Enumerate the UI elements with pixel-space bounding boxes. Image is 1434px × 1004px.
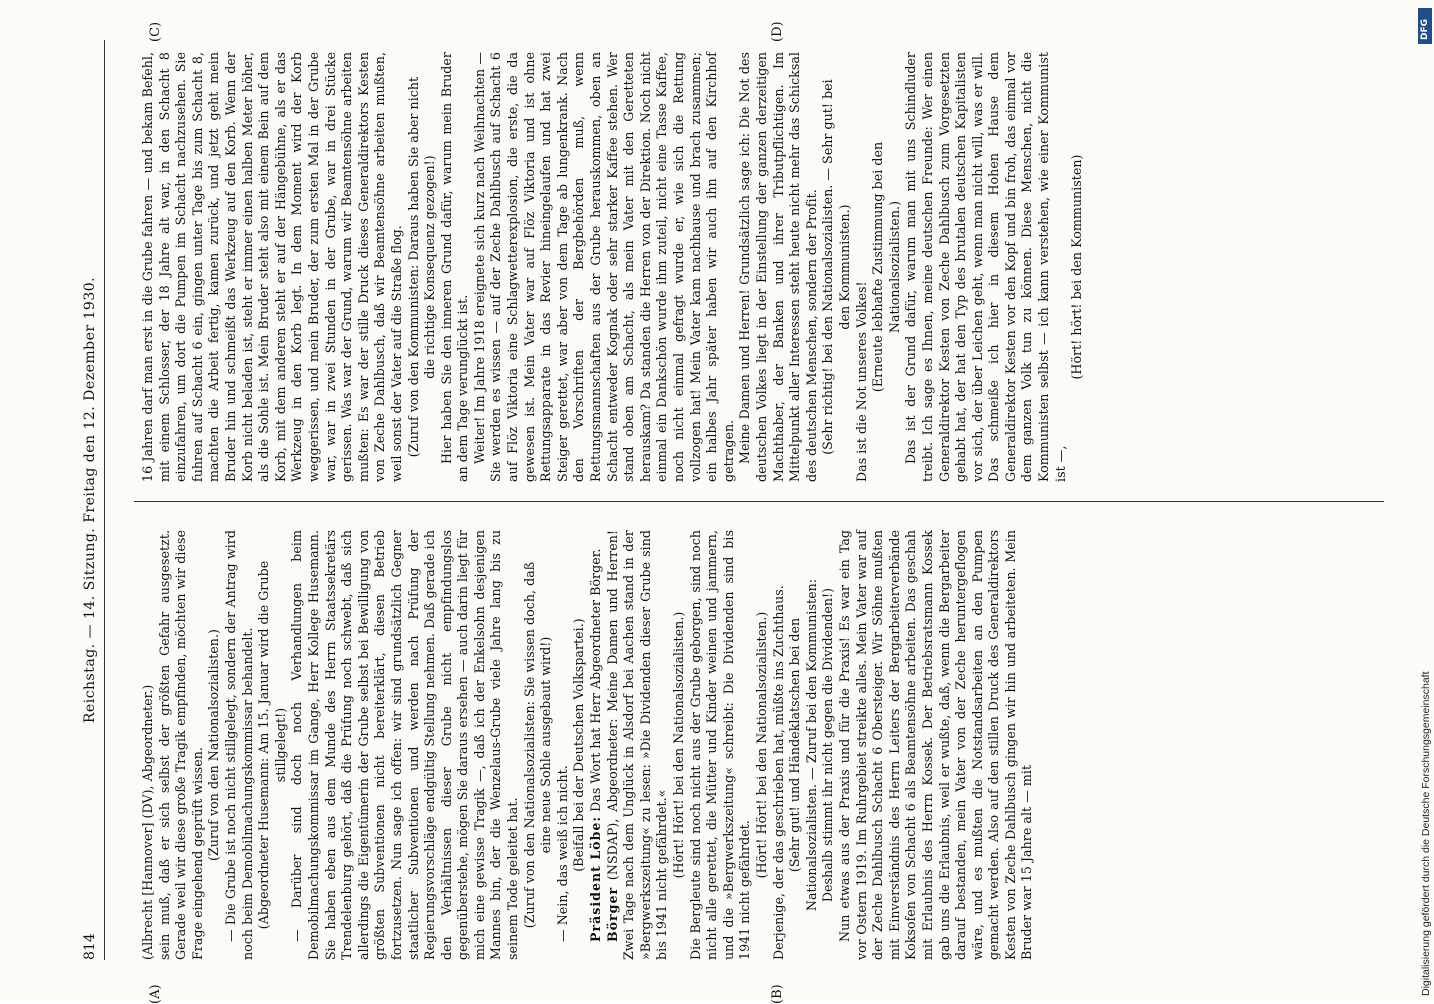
speaker-name: Präsident Löbe: [588, 815, 604, 942]
running-header [76, 40, 106, 960]
interjection: (Hört! hört! bei den Kommunisten) [1069, 154, 1085, 380]
speaker-text: (NSDAP), Abgeordneter: Meine Damen und Herren! Zwei Tage nach dem Unglück in Alsdorf bei Aachen stand in der »Bergwerkszeitung« zu lesen: »Die Dividenden dieser Grube sind bis 1941 nicht gefährdet.« [604, 530, 670, 960]
paragraph [605, 530, 671, 960]
paragraph: Das ist die Not unseres Volkes! [853, 281, 869, 482]
speaker-text: Das Wort hat Herr Abgeordneter Börger. [588, 548, 604, 812]
paragraph: Derjenige, der das geschrieben hat, müßte ins Zuchthaus. [770, 585, 786, 960]
paragraph: sein muß, daß er sich selbst der größten Gefahr ausgesetzt. Gerade weil wir diese große Tragik empfinden, möchten wir diese Frage eingehend geprüft wissen. [156, 530, 205, 960]
margin-mark-d: (D) [770, 21, 785, 42]
right-column [140, 52, 1086, 482]
interjection: (Zuruf von den Kommunisten: Daraus haben Sie aber nicht die richtige Konsequenz gezogen!) [405, 76, 438, 458]
digitization-credit: Digitalisierung gefördert durch die Deutsche Forschungsgemeinschaft [1420, 671, 1432, 996]
dfg-logo: DFG [1418, 8, 1432, 44]
interjection: (Hört! Hört! bei den Nationalsozialisten.) [671, 611, 686, 879]
interjection: (Zuruf von den Nationalsozialisten.) [206, 629, 222, 861]
interjection: (Sehr richtig! bei den Nationalsozialisten. — Sehr gut! bei den Kommunisten.) [820, 79, 852, 455]
paragraph: — Darüber sind doch noch Verhandlungen beim Demobilmachungskommissar im Gange, Herr Kollege Husemann. Sie haben eben aus dem Munde des Herrn Staatssekretärs Trendelenburg gehört, daß die Prüfung noch schwebt, daß sich allerdings die Eigentümerin der Grube selbst bei Bewilligung von größten Subventionen nicht bereiterklärt, diesen Betrieb fortzusetzen. Nun sage ich offen: wir sind grundsätzlich Gegner staatlicher Subventionen und werden nach Prüfung der Regierungsvorschläge endgültig Stellung nehmen. Daß gerade ich den Verhältnissen dieser Grube nicht empfindungslos gegenüberstehe, mögen Sie daraus ersehen — auch darin liegt für mich eine gewisse Tragik —, daß ich der Enkelsohn desjenigen Mannes bin, der die Wenzelaus-Grube viele Jahre lang bis zu seinem Tode geleitet hat. [289, 530, 521, 960]
interjection: (Zuruf von den Nationalsozialisten: Sie wissen doch, daß eine neue Sohle ausgebaut wird!) [521, 561, 554, 929]
speaker-note: (Albrecht [Hannover] (DV), Abgeordneter.) [140, 684, 155, 960]
paragraph: 16 Jahren darf man erst in die Grube fahren — und bekam Befehl, mit einem Schlosser, der 18 Jahre alt war, in den Schacht 8 einzufahren, um dort die Pumpen im Schacht nachzusehen. Sie fuhren auf Schacht 6 ein, gingen unter Tage bis zum Schacht 8, machten die Arbeit fertig, kamen zurück, und jetzt geht mein Bruder hin und schmeißt das Werkzeug auf den Korb. Wenn der Korb nicht beladen ist, steht er immer einen halben Meter höher, als die Sohle ist. Mein Bruder steht also mit einem Bein auf dem Korb, mit dem anderen steht er auf der Hängebühne, als er das Werkzeug in den Korb legt. In dem Moment wird der Korb weggerissen, und mein Bruder, der zum ersten Mal in der Grube war, war in zwei Stunden in der Grube, war in drei Stücke gerissen. Was war der Grund, warum wir Beamtensöhne arbeiten mußten: Es war der stille Druck dieses Generaldirektors Kesten von Zeche Dahlbusch, daß wir Beamtensöhne arbeiten mußten, weil sonst der Vater auf die Straße flog. [140, 52, 404, 482]
column-rule [134, 501, 1384, 502]
interjection: (Sehr gut! und Händeklatschen bei den Nationalsozialisten. — Zuruf bei den Kommunisten: Deshalb stimmt ihr nicht gegen die Dividenden!) [787, 578, 836, 912]
paragraph: Die Bergleute sind noch nicht aus der Grube geborgen, sind noch nicht alle gerettet, die Mütter und Kinder weinen und jammern, und die »Bergwerkszeitung« schreibt: Die Dividenden sind bis 1941 nicht gefährdet. [687, 530, 753, 960]
header-rule [104, 40, 105, 960]
paragraph: Nun etwas aus der Praxis und für die Praxis! Es war ein Tag vor Ostern 1919. Im Ruhrgebiet streikte alles. Mein Vater war auf der Zeche Dahlbusch Schacht 6 Obersteiger. Wir Söhne mußten mit Einverständnis des Herrn Leiters der Bergarbeiterverbände Koksofen von Schacht 6 als Beamtensöhne arbeiten. Das geschah mit Erlaubnis des Herrn Kossek. Der Betriebsratsmann Kossek gab uns die Erlaubnis, weil er wußte, daß, wenn die Bergarbeiter darauf bestanden, mein Vater von der Zeche heruntergeflogen wäre, und es mußten die Notstandsarbeiten an den Pumpen gemacht werden. Also auf den stillen Druck des Generaldirektors Kesten von Zeche Dahlbusch gingen wir hin und arbeiteten. Mein Bruder war 15 Jahre alt — mit [836, 530, 1035, 960]
margin-mark-a: (A) [148, 984, 163, 1004]
paragraph: Weiter! Im Jahre 1918 ereignete sich kurz nach Weihnachten — Sie werden es wissen — auf der Zeche Dahlbusch auf Schacht 6 auf Flöz Viktoria eine Schlagwetterexplosion, die erste, die da gewesen ist. Mein Vater war auf Flöz Viktoria und ist ohne Rettungsapparate in das Revier hineingelaufen und hat zwei Steiger gerettet, war aber von dem Tage ab lungenkrank. Nach den Vorschriften der Bergbehörden muß, wenn Rettungsmannschaften aus der Grube herauskommen, oben an Schacht entweder Kognak oder sehr starker Kaffee stehen. Wer stand oben am Schacht, als mein Vater mit den Geretteten herauskam? Da standen die Herren von der Direktion. Noch nicht einmal ein Dankschön wurde ihm zuteil, nicht eine Tasse Kaffee, noch nicht einmal gefragt wurde er, wie sich die Rettung vollzogen hat! Mein Vater kam nachhause und brach zusammen; ein halbes Jahr später haben wir auch ihn auf den Kirchhof getragen. [471, 52, 736, 482]
paragraph: Hier haben Sie den inneren Grund dafür, warum mein Bruder an dem Tage verunglückt ist. [438, 52, 471, 482]
margin-mark-c: (C) [148, 21, 163, 42]
speaker-name: Börger [604, 886, 620, 942]
interjection: (Abgeordneter Husemann: Am 15. Januar wird die Grube stillgelegt!) [256, 560, 288, 930]
interjection: (Hört! Hört! bei den Nationalsozialisten.) [753, 611, 769, 879]
interjection: (Beifall bei der Deutschen Volkspartei.) [571, 618, 587, 872]
left-column [140, 530, 1036, 960]
page-number: 814 [82, 933, 98, 960]
paragraph: Das ist der Grund dafür, warum man mit uns Schindluder treibt. Ich sage es Ihnen, meine deutschen Freunde: Wer einen Generaldirektor Kesten von Zeche Dahlbusch zum Vorgesetzten gehabt hat, der hat den Typ des brutalen deutschen Kapitalisten vor sich, der über Leichen geht, wenn man nicht will, was er will. Das schmeiße ich hier in diesem Hohen Hause dem Generaldirektor Kesten vor den Kopf und bin froh, das einmal vor dem ganzen Volk tun zu können. Diese Menschen, nicht die Kommunisten selbst — ich kann verstehen, wie einer Kommunist ist —, [903, 52, 1068, 482]
rotated-document-page [70, 21, 1390, 1004]
paragraph: — Nein, das weiß ich nicht. [554, 765, 570, 942]
running-title: Reichstag. — 14. Sitzung. Freitag den 12. Dezember 1930. [82, 276, 98, 724]
paragraph: Meine Damen und Herren! Grundsätzlich sage ich: Die Not des deutschen Volkes liegt in der Einstellung der ganzen derzeitigen Machthaber, der Banken und ihrer Tributpflichtigen. Im Mittelpunkt aller Interessen steht heute nicht mehr das Schicksal des deutschen Menschen, sondern der Profit. [737, 52, 819, 482]
interjection: (Erneute lebhafte Zustimmung bei den Nationalsozialisten.) [870, 141, 902, 393]
paragraph [588, 530, 605, 960]
margin-mark-b: (B) [770, 984, 785, 1004]
paragraph: — Die Grube ist noch nicht stillgelegt, sondern der Antrag wird noch beim Demobilmachungskommissar behandelt. [222, 530, 255, 960]
